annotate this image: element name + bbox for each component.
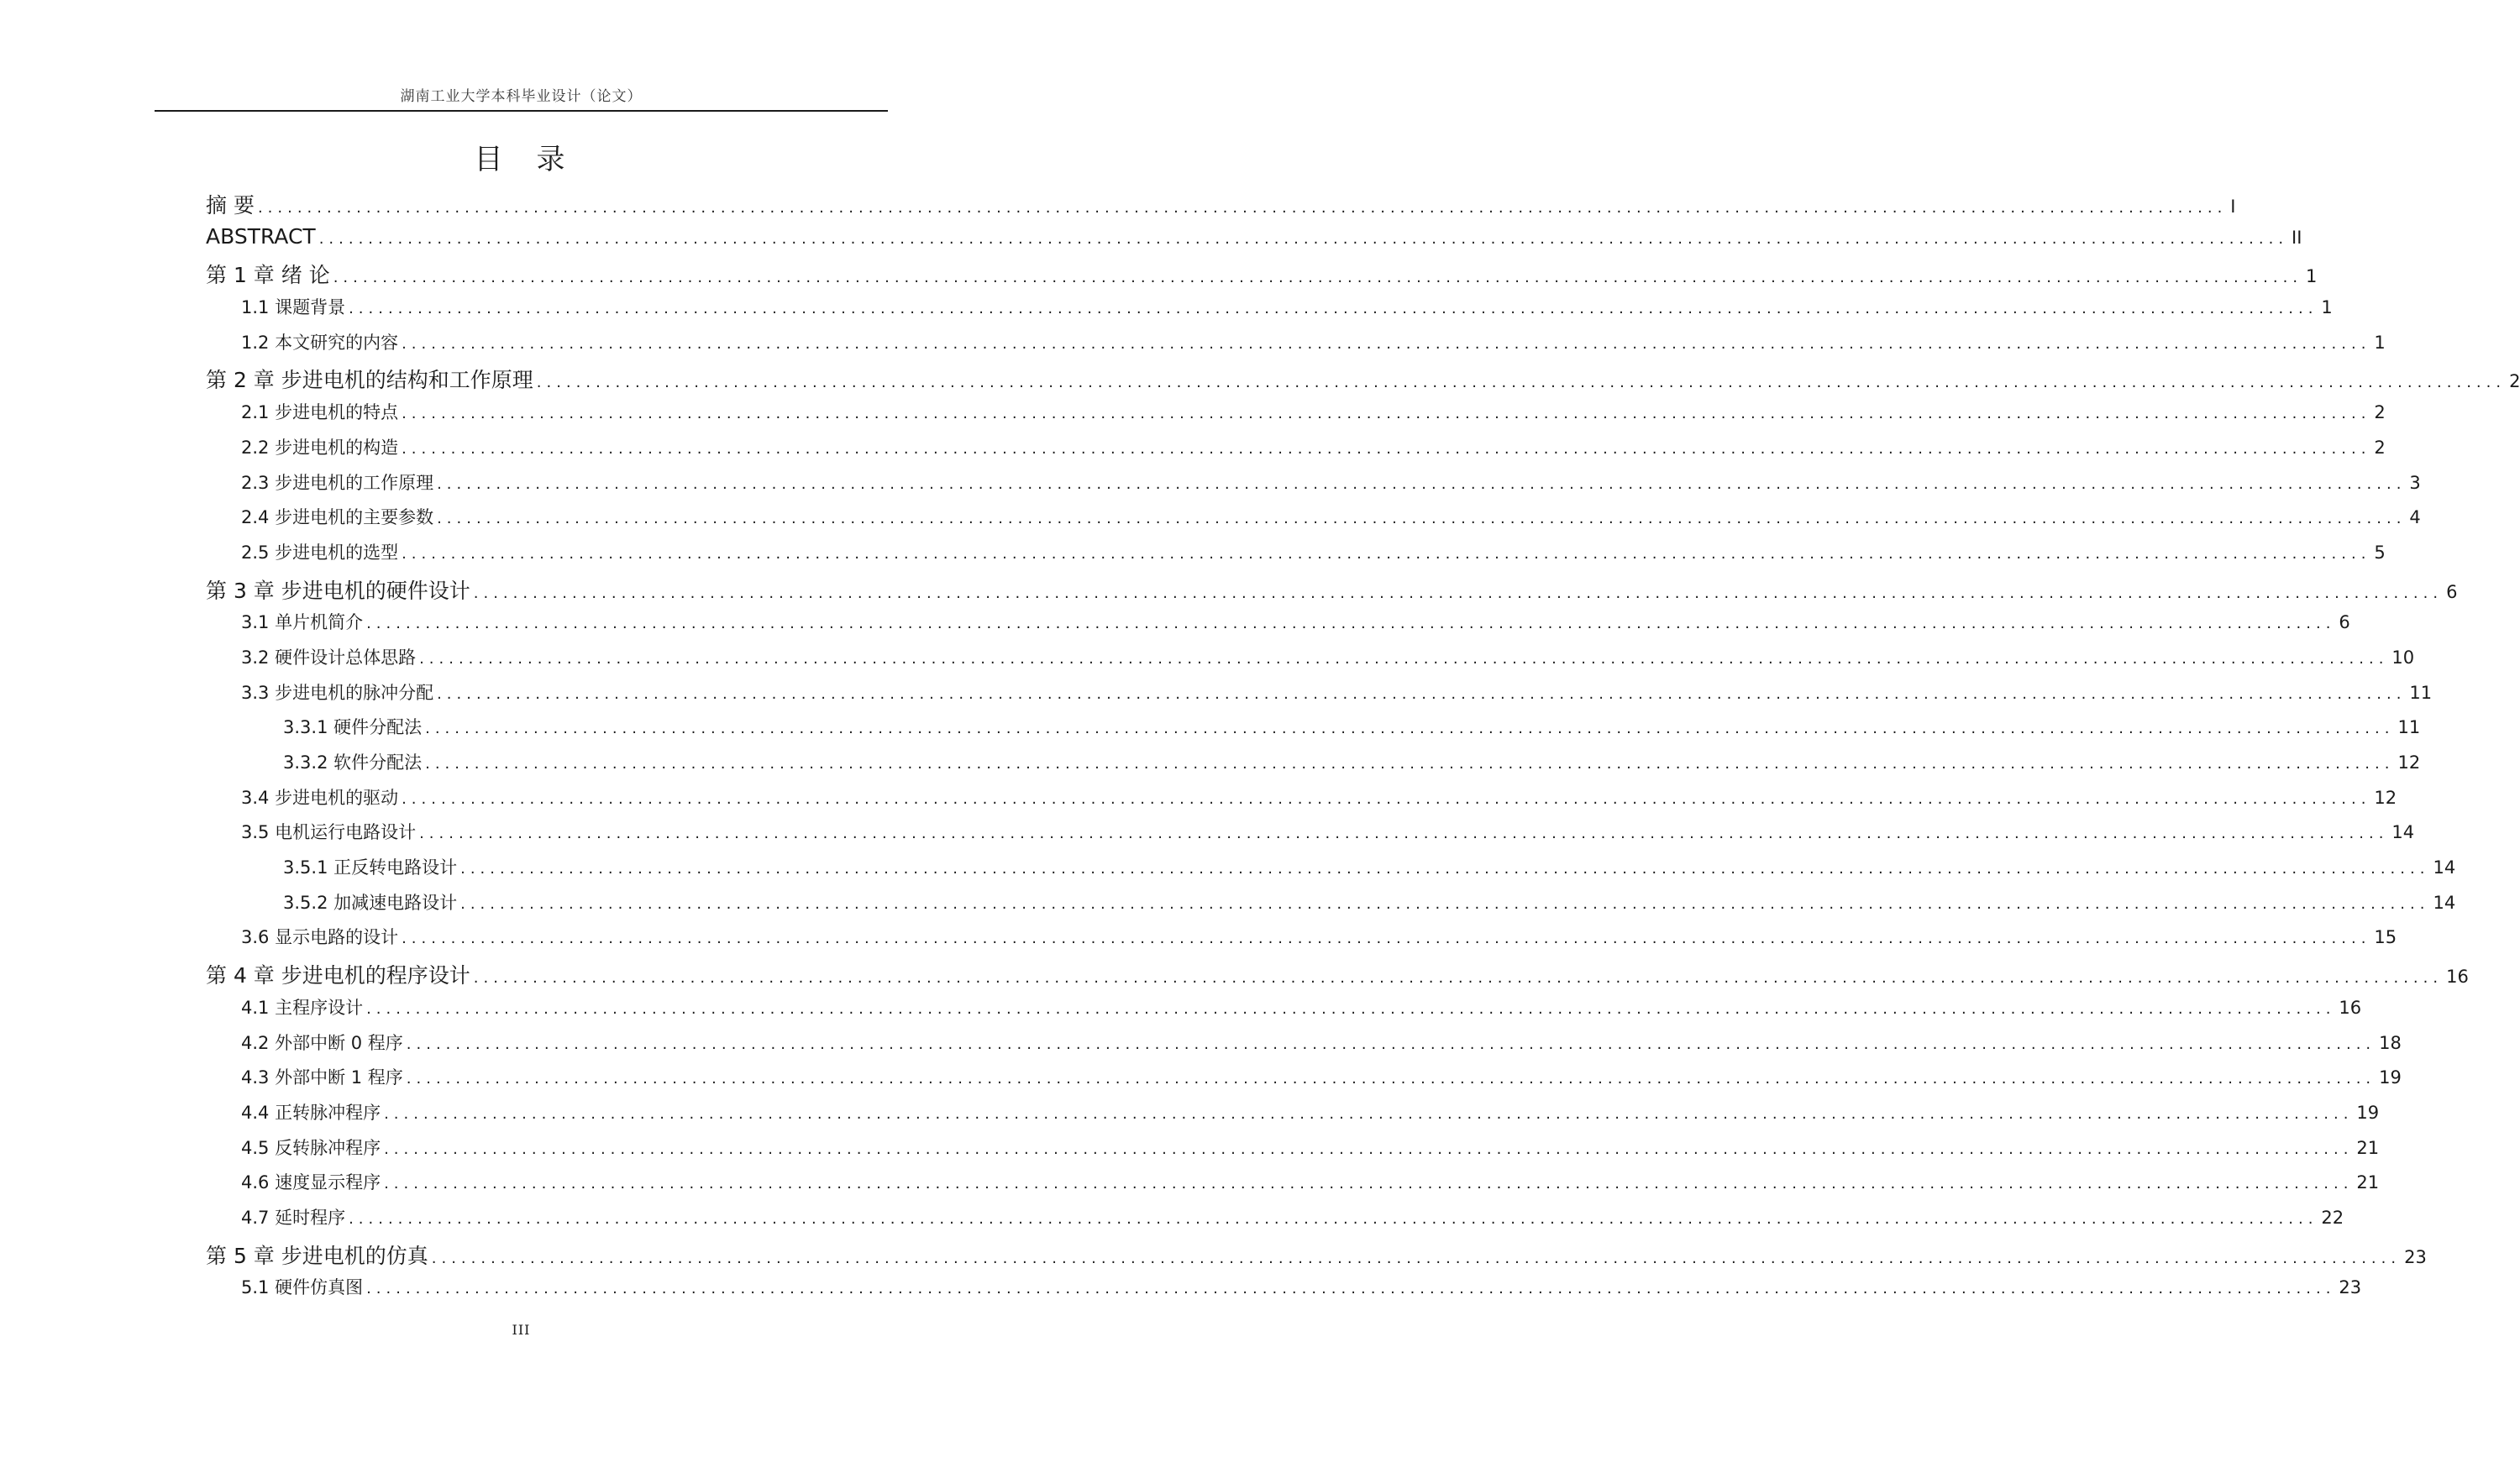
toc-dot-leader: ........................................................................................................................................................................................................ [384,1175,2354,1193]
toc-dot-leader: ........................................................................................................................................................................................................ [384,1140,2354,1158]
toc-entry-page: 6 [2339,612,2350,633]
toc-entry[interactable] [206,714,2421,749]
toc-entry-page: 15 [2374,927,2397,948]
toc-dot-leader: ........................................................................................................................................................................................................ [333,269,2303,287]
toc-entry[interactable] [206,1099,2380,1135]
toc-dot-leader: ........................................................................................................................................................................................................ [473,969,2444,988]
toc-entry[interactable] [206,819,2415,854]
toc-entry-page: 22 [2321,1207,2344,1228]
toc-entry-label: 3.1 单片机简介 [241,612,364,633]
toc-entry-page: 18 [2379,1032,2402,1053]
toc-entry-page: 21 [2356,1172,2380,1193]
toc-dot-leader: ........................................................................................................................................................................................................ [437,510,2407,528]
toc-entry-label: 2.2 步进电机的构造 [241,437,399,458]
toc-dot-leader: ........................................................................................................................................................................................................ [437,684,2407,703]
toc-dot-leader: ........................................................................................................................................................................................................ [366,999,2336,1018]
toc-title [0,136,1042,177]
toc-entry-label: 2.1 步进电机的特点 [241,402,399,423]
toc-dot-leader: ........................................................................................................................................................................................................ [402,405,2371,423]
toc-dot-leader: ........................................................................................................................................................................................................ [402,930,2371,948]
toc-entry[interactable] [206,1274,2362,1309]
toc-entry-page: 4 [2409,507,2421,528]
toc-entry-label: 1.1 课题背景 [241,297,346,318]
toc-entry-page: 16 [2446,967,2469,988]
header-rule [155,110,888,112]
toc-entry-label: 5.1 硬件仿真图 [241,1277,364,1298]
toc-entry-label: 3.3.2 软件分配法 [283,752,423,773]
toc-entry-page: 21 [2356,1137,2380,1158]
toc-dot-leader: ........................................................................................................................................................................................................ [402,544,2371,563]
toc-dot-leader: ........................................................................................................................................................................................................ [419,825,2389,843]
toc-entry-label: 第 1 章 绪 论 [206,263,330,288]
toc-entry-label: 4.2 外部中断 0 程序 [241,1032,403,1053]
toc-entry-page: II [2292,227,2302,248]
toc-entry-page: 14 [2433,892,2456,913]
toc-entry[interactable] [206,329,2386,364]
toc-entry-label: 3.5.2 加减速电路设计 [283,892,458,913]
toc-dot-leader: ........................................................................................................................................................................................................ [349,300,2318,318]
toc-entry-label: 3.2 硬件设计总体思路 [241,647,417,668]
toc-entry[interactable] [206,749,2421,784]
toc-title-part2: 录 [536,143,569,176]
toc-entry[interactable] [206,959,2469,994]
toc-entry-page: I [2230,197,2236,217]
toc-entry[interactable] [206,679,2433,715]
toc-entry[interactable] [206,539,2386,574]
toc-entry-page: 12 [2374,787,2397,808]
toc-dot-leader: ........................................................................................................................................................................................................ [318,229,2289,248]
toc-entry-label: 第 3 章 步进电机的硬件设计 [206,578,470,603]
toc-entry-page: 1 [2306,266,2318,287]
toc-entry-label: 3.5.1 正反转电路设计 [283,857,458,878]
toc-entry-label: 3.4 步进电机的驱动 [241,787,399,808]
toc-dot-leader: ........................................................................................................................................................................................................ [402,334,2371,353]
toc-entry[interactable] [206,434,2386,469]
toc-entry[interactable] [206,644,2415,679]
toc-entry-page: 10 [2391,647,2415,668]
toc-dot-leader: ........................................................................................................................................................................................................ [473,584,2444,602]
toc-dot-leader: ........................................................................................................................................................................................................ [384,1104,2354,1123]
toc-dot-leader: ........................................................................................................................................................................................................ [402,439,2371,458]
toc-entry-page: 5 [2374,542,2386,563]
toc-entry-label: 4.6 速度显示程序 [241,1172,381,1193]
toc-entry[interactable] [206,784,2397,820]
toc-entry[interactable] [206,574,2458,610]
toc-entry-page: 12 [2397,752,2421,773]
toc-dot-leader: ........................................................................................................................................................................................................ [406,1070,2376,1088]
toc-dot-leader: ........................................................................................................................................................................................................ [402,789,2371,808]
toc-dot-leader: ........................................................................................................................................................................................................ [431,1249,2402,1267]
toc-entry-label: 第 5 章 步进电机的仿真 [206,1243,428,1268]
toc-entry-page: 3 [2409,472,2421,493]
toc-entry[interactable] [206,1204,2344,1240]
toc-entry[interactable] [206,399,2386,434]
toc-entry-label: 2.3 步进电机的工作原理 [241,472,434,493]
toc-entry[interactable] [206,889,2456,925]
toc-dot-leader: ........................................................................................................................................................................................................ [460,860,2430,878]
toc-entry[interactable] [206,504,2421,539]
toc-entry-label: 4.7 延时程序 [241,1207,346,1228]
toc-entry-page: 23 [2339,1277,2362,1298]
toc-entry-label: 3.3 步进电机的脉冲分配 [241,682,434,703]
toc-entry[interactable] [206,854,2456,889]
toc-entry[interactable] [206,994,2362,1030]
toc-entry[interactable] [206,259,2318,294]
toc-entry-page: 11 [2409,682,2433,703]
toc-entry[interactable] [206,1135,2380,1170]
toc-entry-label: 4.4 正转脉冲程序 [241,1102,381,1123]
toc-entry-label: 3.3.1 硬件分配法 [283,717,423,738]
toc-dot-leader: ........................................................................................................................................................................................................ [366,615,2336,633]
toc-entry-page: 2 [2374,437,2386,458]
toc-dot-leader: ........................................................................................................................................................................................................ [419,649,2389,668]
toc-entry-page: 14 [2433,857,2456,878]
toc-entry[interactable] [206,294,2333,329]
toc-entry-page: 1 [2321,297,2333,318]
page-number: III [512,1322,531,1338]
toc-entry-label: 4.3 外部中断 1 程序 [241,1067,403,1088]
toc-dot-leader: ........................................................................................................................................................................................................ [366,1280,2336,1298]
toc-entry-label: 2.4 步进电机的主要参数 [241,507,434,528]
table-of-contents [206,189,2520,1309]
toc-dot-leader: ........................................................................................................................................................................................................ [437,474,2407,493]
toc-entry[interactable] [206,1240,2427,1275]
toc-entry[interactable] [206,223,2302,259]
toc-entry[interactable] [206,1064,2402,1099]
toc-entry-label: 3.6 显示电路的设计 [241,927,399,948]
toc-entry-label: 摘 要 [206,193,255,218]
toc-entry-label: ABSTRACT [206,223,316,249]
toc-entry[interactable] [206,189,2236,224]
toc-entry-label: 3.5 电机运行电路设计 [241,822,417,843]
toc-entry-page: 2 [2509,371,2520,392]
toc-entry[interactable] [206,1169,2380,1204]
toc-entry-page: 19 [2356,1102,2380,1123]
toc-entry-page: 19 [2379,1067,2402,1088]
toc-dot-leader: ........................................................................................................................................................................................................ [536,374,2507,392]
toc-entry-page: 6 [2446,581,2458,602]
toc-entry-label: 4.5 反转脉冲程序 [241,1137,381,1158]
toc-entry-label: 第 2 章 步进电机的结构和工作原理 [206,368,533,393]
toc-entry-page: 1 [2374,332,2386,353]
toc-entry-page: 11 [2397,717,2421,738]
toc-entry-page: 23 [2404,1246,2427,1267]
toc-dot-leader: ........................................................................................................................................................................................................ [425,755,2395,773]
toc-entry-label: 2.5 步进电机的选型 [241,542,399,563]
toc-entry-page: 2 [2374,402,2386,423]
toc-entry[interactable] [206,609,2350,644]
toc-dot-leader: ........................................................................................................................................................................................................ [460,894,2430,913]
toc-entry-label: 第 4 章 步进电机的程序设计 [206,963,470,988]
toc-dot-leader: ........................................................................................................................................................................................................ [257,199,2228,217]
toc-entry-page: 14 [2391,822,2415,843]
toc-title-part1: 目 [474,143,507,176]
toc-entry[interactable] [206,924,2397,959]
toc-entry[interactable] [206,364,2520,399]
toc-entry[interactable] [206,1030,2402,1065]
toc-entry-label: 4.1 主程序设计 [241,997,364,1018]
toc-dot-leader: ........................................................................................................................................................................................................ [349,1209,2318,1228]
page-header: 湖南工业大学本科毕业设计（论文） [400,88,643,105]
toc-dot-leader: ........................................................................................................................................................................................................ [406,1035,2376,1053]
toc-entry[interactable] [206,469,2421,505]
toc-entry-page: 16 [2339,997,2362,1018]
toc-dot-leader: ........................................................................................................................................................................................................ [425,720,2395,738]
toc-entry-label: 1.2 本文研究的内容 [241,332,399,353]
